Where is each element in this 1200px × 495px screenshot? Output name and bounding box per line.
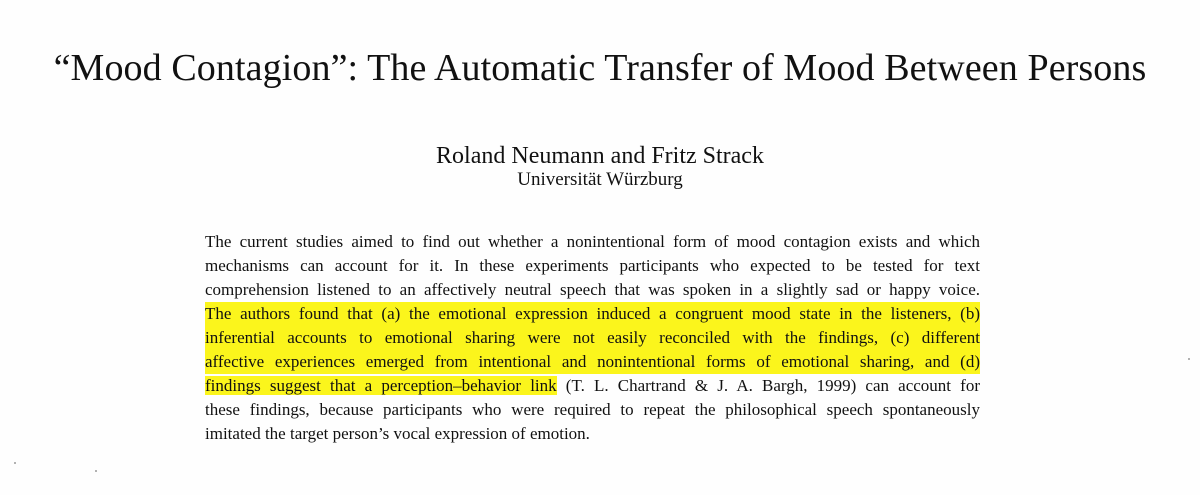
abstract <box>205 230 980 446</box>
scan-speck <box>1188 358 1190 360</box>
abstract-line-8: these findings, because participants who were required to repeat the philosophical speech spontaneously <box>205 400 980 419</box>
abstract-line-5-highlighted <box>205 326 980 350</box>
abstract-line-1: The current studies aimed to find out whether a nonintentional form of mood contagion exists and which <box>205 232 980 251</box>
abstract-line-6-highlighted <box>205 350 980 374</box>
paper-title: “Mood Contagion”: The Automatic Transfer of Mood Between Persons <box>53 47 1147 89</box>
scan-speck <box>95 470 97 472</box>
abstract-line-3: comprehension listened to an affectively neutral speech that was spoken in a slightly sad or happy voice. <box>205 280 980 299</box>
highlighted-text: affective experiences emerged from intentional and nonintentional forms of emotional sharing, and (d) <box>205 352 980 371</box>
highlighted-text: inferential accounts to emotional sharing were not easily reconciled with the findings, (c) different <box>205 328 980 347</box>
paper-affiliation: Universität Würzburg <box>517 169 683 190</box>
highlighted-text: The authors found that (a) the emotional expression induced a congruent mood state in the listeners, (b) <box>205 304 980 323</box>
scan-speck <box>14 462 16 464</box>
abstract-line-2: mechanisms can account for it. In these experiments participants who expected to be tested for text <box>205 256 980 275</box>
paper-authors: Roland Neumann and Fritz Strack <box>436 143 764 169</box>
abstract-line-7: findings suggest that a perception–behavior link (T. L. Chartrand & J. A. Bargh, 1999) can account for <box>205 376 980 395</box>
abstract-line-4-highlighted <box>205 302 980 326</box>
highlighted-text: findings suggest that a perception–behavior link <box>205 376 557 395</box>
abstract-line-9: imitated the target person’s vocal expression of emotion. <box>205 424 590 443</box>
